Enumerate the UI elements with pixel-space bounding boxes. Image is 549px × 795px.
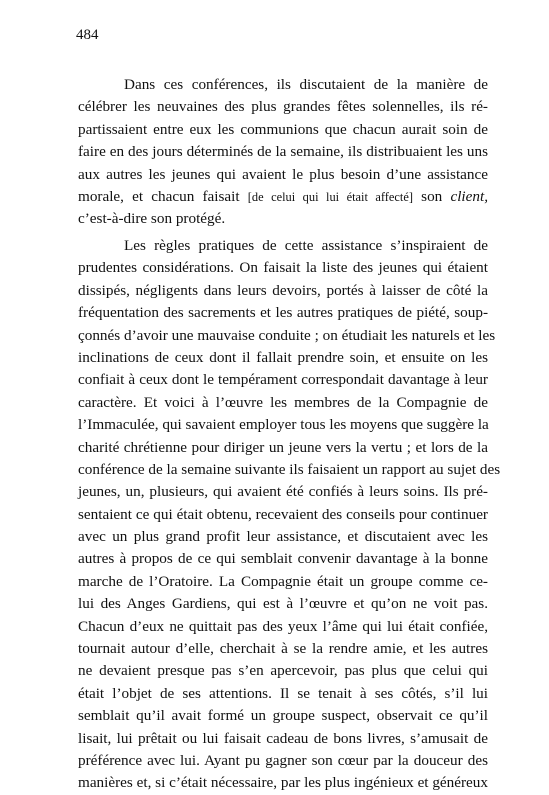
- text-line: avec un plus grand profit leur assistance, et discutaient avec les: [78, 528, 488, 546]
- text-line: l’Immaculée, qui savaient employer tous les moyens que suggère la: [78, 416, 489, 434]
- text-line: partissaient entre eux les communions que chacun aurait soin de: [78, 120, 488, 138]
- text-line: sentaient ce qui était obtenu, recevaient des conseils pour continuer: [78, 505, 488, 523]
- text-segment: morale, et chacun faisait: [78, 187, 240, 205]
- text-line: semblait qu’il avait formé un groupe suspect, observait ce qu’il: [78, 707, 488, 725]
- editorial-insertion: [de celui qui lui était affecté]: [247, 189, 413, 204]
- text-line: célébrer les neuvaines des plus grandes fêtes solennelles, ils ré-: [78, 98, 488, 116]
- text-line: confiait à ceux dont le tempérament correspondait davantage à leur: [78, 371, 488, 389]
- text-line: ne devaient presque pas s’en apercevoir, pas plus que celui qui: [78, 662, 488, 680]
- text-line: charité chrétienne pour diriger un jeune vers la vertu ; et lors de la: [78, 438, 488, 456]
- paragraph-1: [78, 74, 488, 231]
- paragraph-2: [78, 235, 501, 795]
- text-line: marche de l’Oratoire. La Compagnie était un groupe comme ce-: [78, 572, 488, 590]
- text-line: faire en des jours déterminés de la semaine, ils distribuaient les uns: [78, 143, 488, 161]
- text-line: Chacun d’eux ne quittait pas des yeux l’âme qui lui était confiée,: [78, 617, 488, 635]
- text-line: conférence de la semaine suivante ils faisaient un rapport au sujet des: [78, 460, 501, 478]
- text-line: lisait, lui prêtait ou lui faisait cadeau de bons livres, s’amusait de: [78, 729, 488, 747]
- text-line: était l’objet de ses attentions. Il se tenait à ses côtés, s’il lui: [78, 684, 488, 702]
- text-line-composite: [78, 186, 488, 208]
- text-line: manières et, si c’était nécessaire, par les plus ingénieux et généreux: [78, 774, 488, 792]
- text-line: Dans ces conférences, ils discutaient de la manière de: [124, 76, 488, 93]
- text-line: tournait autour d’elle, cherchait à se la rendre amie, et les autres: [78, 640, 488, 658]
- text-line: fréquentation des sacrements et les autres pratiques de piété, soup-: [78, 304, 488, 322]
- text-line: çonnés d’avoir une mauvaise conduite ; on étudiait les naturels et les: [78, 326, 496, 344]
- text-line: lui des Anges Gardiens, qui est à l’œuvre et qu’on ne voit pas.: [78, 595, 488, 613]
- text-line: préférence avec lui. Ayant pu gagner son cœur par la douceur des: [78, 751, 488, 769]
- text-line: caractère. Et voici à l’œuvre les membres de la Compagnie de: [78, 393, 488, 411]
- text-line: jeunes, un, plusieurs, qui avaient été confiés à leurs soins. Ils pré-: [78, 483, 488, 501]
- text-line: prudentes considérations. On faisait la liste des jeunes qui étaient: [78, 259, 488, 277]
- text-line: autres à propos de ce qui semblait convenir davantage à la bonne: [78, 550, 488, 568]
- italic-term: client,: [450, 187, 488, 205]
- text-line: inclinations de ceux dont il fallait prendre soin, et ensuite on les: [78, 348, 488, 366]
- text-segment: son: [421, 187, 443, 205]
- page-number: 484: [76, 27, 99, 43]
- text-line: dissipés, négligents dans leurs devoirs, portés à laisser de côté la: [78, 281, 488, 299]
- text-line: Les règles pratiques de cette assistance s’inspiraient de: [124, 237, 488, 254]
- text-line: aux autres les jeunes qui avaient le plus besoin d’une assistance: [78, 165, 488, 183]
- text-line: c’est-à-dire son protégé.: [78, 210, 226, 228]
